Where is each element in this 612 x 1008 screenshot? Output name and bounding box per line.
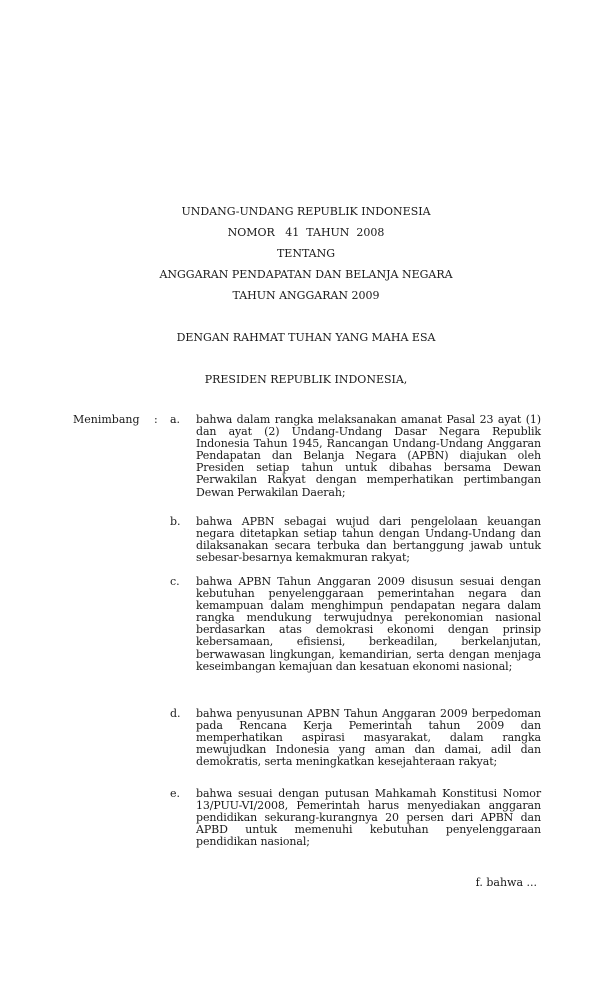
law-about: TENTANG: [276, 247, 336, 260]
item-text: bahwa dalam rangka melaksanakan amanat Pasal 23 ayat (1) dan ayat (2) Undang-Undang Dasar Negara Republik Indonesia Tahun 1945, Rancangan Undang-Undang Anggaran Pendapatan dan Belanja Negara (APBN) diajukan oleh Presiden setiap tahun untuk dibahas bersama Dewan Perwakilan Rakyat dengan memperhatikan pertimbangan Dewan Perwakilan Daerah;: [196, 413, 541, 499]
item-marker: b.: [170, 515, 181, 528]
grace-statement: DENGAN RAHMAT TUHAN YANG MAHA ESA: [176, 331, 436, 344]
item-text: bahwa APBN Tahun Anggaran 2009 disusun sesuai dengan kebutuhan penyelenggaraan pemerintahan negara dan kemampuan dalam menghimpun pendapatan negara dalam rangka mendukung terwujudnya perekonomian nasional berdasarkan atas demokrasi ekonomi dengan prinsip kebersamaan, efisiensi, berkeadilan, berkelanjutan, berwawasan lingkungan, kemandirian, serta dengan menjaga keseimbangan kemajuan dan kesatuan ekonomi nasional;: [196, 575, 541, 673]
considering-colon: :: [154, 413, 158, 426]
law-number: NOMOR 41 TAHUN 2008: [227, 226, 385, 239]
item-marker: a.: [170, 413, 181, 426]
fiscal-year: TAHUN ANGGARAN 2009: [232, 289, 380, 302]
law-subject: ANGGARAN PENDAPATAN DAN BELANJA NEGARA: [159, 268, 453, 281]
item-marker: c.: [170, 575, 180, 588]
item-marker: e.: [170, 787, 181, 800]
item-marker: d.: [170, 707, 181, 720]
president-heading: PRESIDEN REPUBLIK INDONESIA,: [204, 373, 408, 386]
law-title: UNDANG-UNDANG REPUBLIK INDONESIA: [181, 205, 431, 218]
item-text: bahwa APBN sebagai wujud dari pengelolaan keuangan negara ditetapkan setiap tahun dengan Undang-Undang dan dilaksanakan secara terbuka dan bertanggung jawab untuk sebesar-besarnya kemakmuran rakyat;: [196, 515, 541, 565]
page-continuation: f. bahwa ...: [475, 876, 537, 889]
considering-label: Menimbang: [73, 413, 140, 426]
item-text: bahwa penyusunan APBN Tahun Anggaran 2009 berpedoman pada Rencana Kerja Pemerintah tahun 2009 dan memperhatikan aspirasi masyarakat, dalam rangka mewujudkan Indonesia yang aman dan damai, adil dan demokratis, serta meningkatkan kesejahteraan rakyat;: [196, 707, 541, 769]
item-text: bahwa sesuai dengan putusan Mahkamah Konstitusi Nomor 13/PUU-VI/2008, Pemerintah harus menyediakan anggaran pendidikan sekurang-kurangnya 20 persen dari APBN dan APBD untuk memenuhi kebutuhan penyelenggaraan pendidikan nasional;: [196, 787, 541, 849]
